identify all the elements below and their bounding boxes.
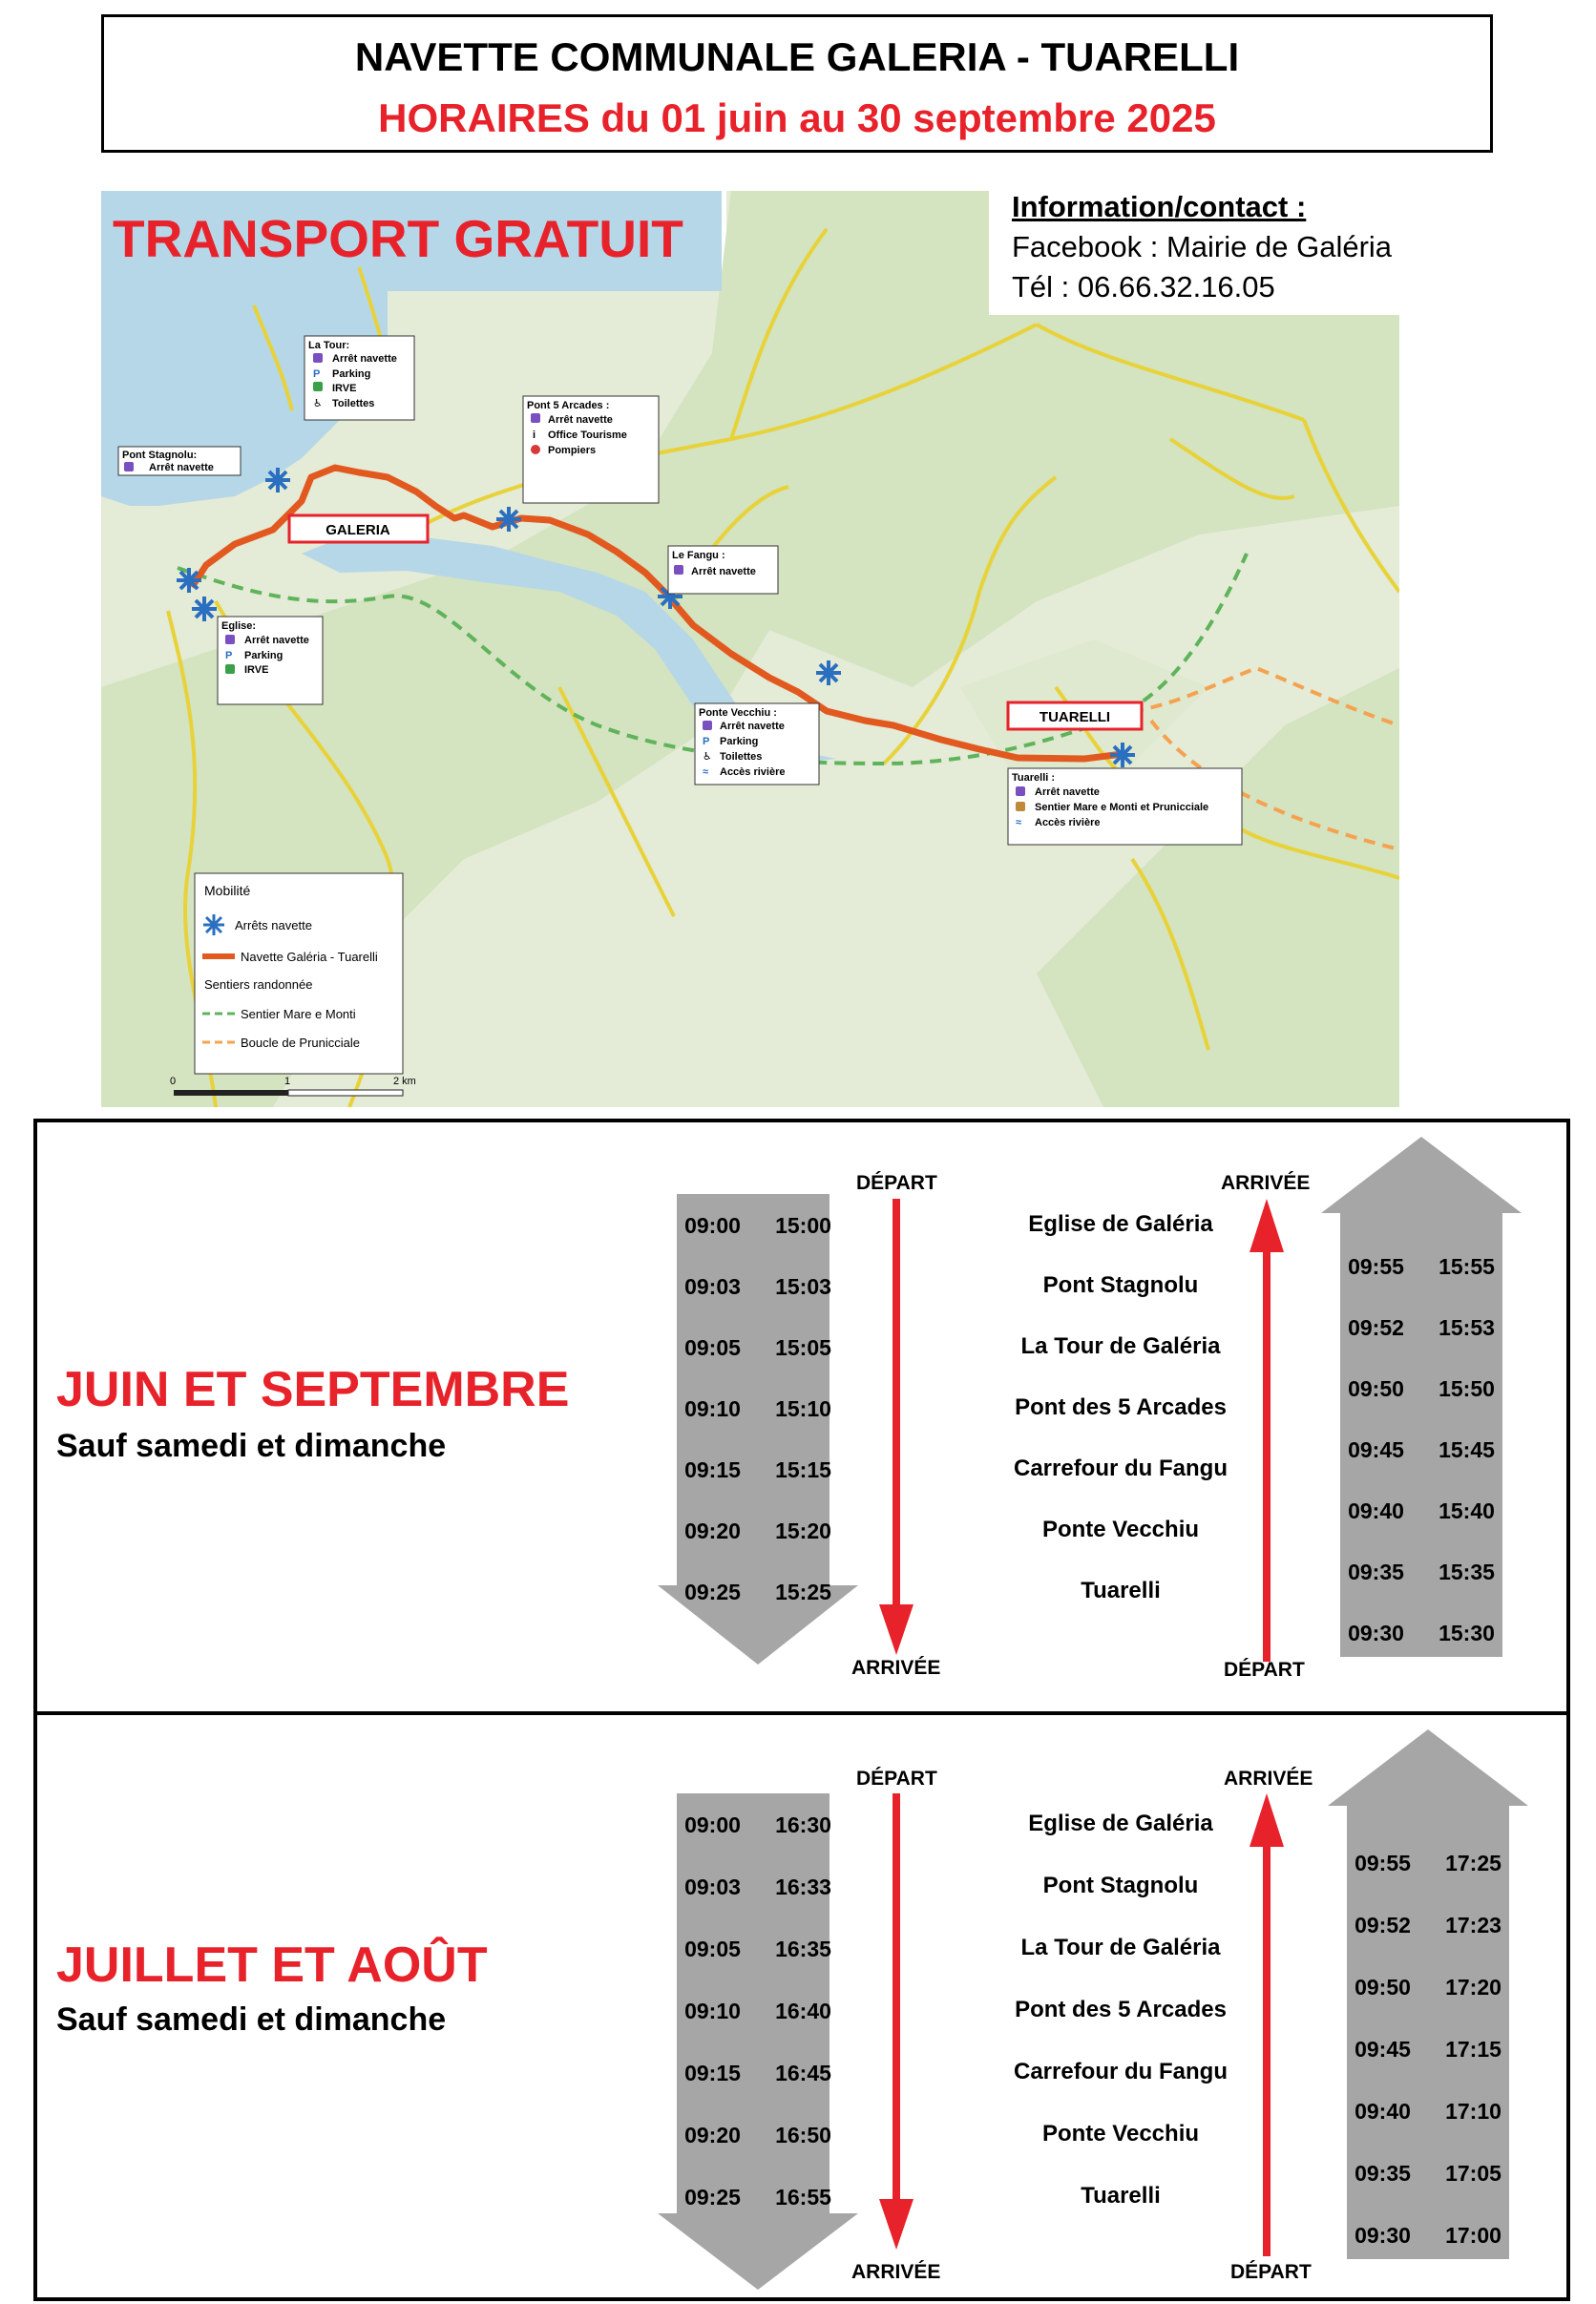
svg-text:Navette Galéria - Tuarelli: Navette Galéria - Tuarelli <box>241 950 378 964</box>
svg-text:≈: ≈ <box>1016 817 1022 828</box>
time-row: 09:15 15:15 <box>684 1457 831 1482</box>
season-title: JUILLET ET AOÛT <box>56 1937 488 1993</box>
contact-heading: Information/contact : <box>1012 190 1307 223</box>
info-la-tour <box>304 336 414 420</box>
svg-text:Parking: Parking <box>244 650 284 661</box>
time-row: 09:03 15:03 <box>684 1274 831 1299</box>
stop-name: Ponte Vecchiu <box>1041 1517 1200 1542</box>
svg-text:Boucle de Prunicciale: Boucle de Prunicciale <box>241 1036 361 1050</box>
return-red-arrow <box>1248 1199 1286 1662</box>
info-le-fangu <box>668 546 778 594</box>
outbound-red-arrow <box>877 1793 915 2252</box>
info-ponte-vecchiu <box>695 703 819 785</box>
time-row: 09:45 15:45 <box>1348 1437 1495 1462</box>
outbound-red-arrow <box>877 1199 915 1657</box>
contact-info <box>1012 187 1392 307</box>
stop-name: Tuarelli <box>1081 1578 1161 1603</box>
svg-text:Arrêt navette: Arrêt navette <box>1035 786 1100 798</box>
time-row: 09:05 16:35 <box>684 1937 831 1961</box>
time-row: 09:50 15:50 <box>1348 1376 1495 1401</box>
time-row: 09:05 15:05 <box>684 1335 831 1360</box>
free-transport-banner: TRANSPORT GRATUIT <box>113 209 683 268</box>
svg-text:Pont 5 Arcades :: Pont 5 Arcades : <box>527 400 610 411</box>
route-map <box>101 191 1399 1107</box>
season-title: JUIN ET SEPTEMBRE <box>56 1362 570 1417</box>
stop-name: Tuarelli <box>1081 2183 1161 2209</box>
stop-name: La Tour de Galéria <box>1020 1935 1221 1960</box>
time-row: 09:55 15:55 <box>1348 1254 1495 1279</box>
stop-name: La Tour de Galéria <box>1020 1333 1221 1359</box>
outbound-arrivee-label: ARRIVÉE <box>851 2261 941 2283</box>
svg-text:Pont Stagnolu:: Pont Stagnolu: <box>122 450 198 461</box>
svg-text:Office Tourisme: Office Tourisme <box>548 429 627 441</box>
page-title: NAVETTE COMMUNALE GALERIA - TUARELLI <box>354 34 1240 79</box>
svg-text:i: i <box>533 429 536 441</box>
stop-name: Pont Stagnolu <box>1042 1272 1199 1298</box>
season-note: Sauf samedi et dimanche <box>56 2001 447 2038</box>
svg-text:P: P <box>225 650 233 661</box>
time-row: 09:52 17:23 <box>1354 1913 1502 1937</box>
svg-text:Sentier Mare e Monti et Prunic: Sentier Mare e Monti et Prunicciale <box>1035 802 1209 813</box>
time-row: 09:20 16:50 <box>684 2123 831 2147</box>
svg-text:P: P <box>313 368 321 380</box>
svg-text:IRVE: IRVE <box>244 664 269 676</box>
return-depart-label: DÉPART <box>1230 2261 1312 2283</box>
svg-text:Tuarelli :: Tuarelli : <box>1012 772 1056 784</box>
return-depart-label: DÉPART <box>1224 1659 1305 1681</box>
svg-text:Parking: Parking <box>720 736 759 747</box>
outbound-depart-label: DÉPART <box>856 1768 937 1790</box>
time-row: 09:10 15:10 <box>684 1396 831 1421</box>
svg-text:♿: ♿ <box>313 398 323 409</box>
time-row: 09:50 17:20 <box>1354 1975 1502 2000</box>
svg-text:P: P <box>703 736 710 747</box>
time-row: 09:20 15:20 <box>684 1519 831 1543</box>
schedule-july-august <box>33 1711 1570 2301</box>
svg-text:Arrêt navette: Arrêt navette <box>332 353 397 365</box>
page-subtitle: HORAIRES du 01 juin au 30 septembre 2025 <box>378 95 1216 140</box>
stop-name: Ponte Vecchiu <box>1041 2121 1200 2147</box>
stop-name: Pont des 5 Arcades <box>1015 1997 1227 2022</box>
outbound-depart-label: DÉPART <box>856 1172 937 1194</box>
svg-text:Arrêt navette: Arrêt navette <box>149 462 214 473</box>
galeria-label: GALERIA <box>326 522 390 538</box>
return-arrivee-label: ARRIVÉE <box>1221 1172 1311 1194</box>
svg-text:Arrêt navette: Arrêt navette <box>548 414 613 426</box>
info-pont-5-arcades <box>523 396 659 503</box>
map-legend <box>195 873 403 1074</box>
info-eglise <box>218 617 323 704</box>
time-row: 09:00 16:30 <box>684 1812 831 1837</box>
return-arrivee-label: ARRIVÉE <box>1224 1768 1313 1790</box>
title-box <box>101 14 1493 153</box>
stop-name: Eglise de Galéria <box>1028 1811 1213 1836</box>
svg-text:Parking: Parking <box>332 368 371 380</box>
time-row: 09:35 17:05 <box>1354 2161 1502 2186</box>
time-row: 09:25 15:25 <box>684 1580 831 1604</box>
svg-text:Mobilité: Mobilité <box>204 883 251 898</box>
svg-text:Arrêt navette: Arrêt navette <box>244 635 309 646</box>
svg-text:Arrêt navette: Arrêt navette <box>691 566 756 577</box>
time-row: 09:55 17:25 <box>1354 1851 1502 1875</box>
svg-text:Ponte Vecchiu :: Ponte Vecchiu : <box>699 707 777 719</box>
time-row: 09:30 17:00 <box>1354 2223 1502 2248</box>
time-row: 09:15 16:45 <box>684 2061 831 2085</box>
svg-text:Arrêt navette: Arrêt navette <box>720 721 785 732</box>
season-note: Sauf samedi et dimanche <box>56 1428 447 1464</box>
time-row: 09:52 15:53 <box>1348 1315 1495 1340</box>
contact-facebook: Facebook : Mairie de Galéria <box>1012 230 1393 263</box>
svg-text:Toilettes: Toilettes <box>332 398 375 409</box>
stop-name: Carrefour du Fangu <box>1013 2059 1228 2084</box>
time-row: 09:25 16:55 <box>684 2185 831 2210</box>
svg-text:Le Fangu :: Le Fangu : <box>672 550 725 561</box>
svg-text:Arrêts navette: Arrêts navette <box>235 918 312 932</box>
stop-name: Pont des 5 Arcades <box>1015 1394 1227 1420</box>
tuarelli-label: TUARELLI <box>1039 709 1111 725</box>
svg-text:Eglise:: Eglise: <box>221 620 257 632</box>
schedule-june-september <box>33 1119 1570 1715</box>
time-row: 09:00 15:00 <box>684 1213 831 1238</box>
svg-text:1: 1 <box>284 1076 291 1087</box>
stop-name: Pont Stagnolu <box>1042 1873 1199 1898</box>
svg-text:2 km: 2 km <box>393 1076 416 1087</box>
svg-text:Accès rivière: Accès rivière <box>1035 817 1101 828</box>
return-red-arrow <box>1248 1793 1286 2256</box>
info-tuarelli <box>1008 768 1242 845</box>
time-row: 09:30 15:30 <box>1348 1621 1495 1645</box>
svg-text:0: 0 <box>170 1076 177 1087</box>
time-row: 09:03 16:33 <box>684 1875 831 1899</box>
svg-text:La Tour:: La Tour: <box>308 340 350 351</box>
svg-text:Sentiers randonnée: Sentiers randonnée <box>204 977 313 992</box>
time-row: 09:10 16:40 <box>684 1999 831 2023</box>
time-row: 09:45 17:15 <box>1354 2037 1502 2062</box>
stop-name: Eglise de Galéria <box>1028 1211 1213 1237</box>
svg-text:IRVE: IRVE <box>332 383 357 394</box>
info-pont-stagnolu <box>118 447 241 475</box>
time-row: 09:35 15:35 <box>1348 1560 1495 1584</box>
stop-name: Carrefour du Fangu <box>1013 1456 1228 1481</box>
time-row: 09:40 15:40 <box>1348 1498 1495 1523</box>
contact-phone: Tél : 06.66.32.16.05 <box>1012 270 1275 304</box>
svg-text:Toilettes: Toilettes <box>720 751 763 763</box>
svg-text:Pompiers: Pompiers <box>548 445 597 456</box>
time-row: 09:40 17:10 <box>1354 2099 1502 2124</box>
svg-text:≈: ≈ <box>703 766 709 778</box>
svg-text:Accès rivière: Accès rivière <box>720 766 786 778</box>
svg-text:♿: ♿ <box>703 751 712 763</box>
outbound-arrivee-label: ARRIVÉE <box>851 1657 941 1679</box>
svg-text:Sentier Mare e Monti: Sentier Mare e Monti <box>241 1007 356 1021</box>
